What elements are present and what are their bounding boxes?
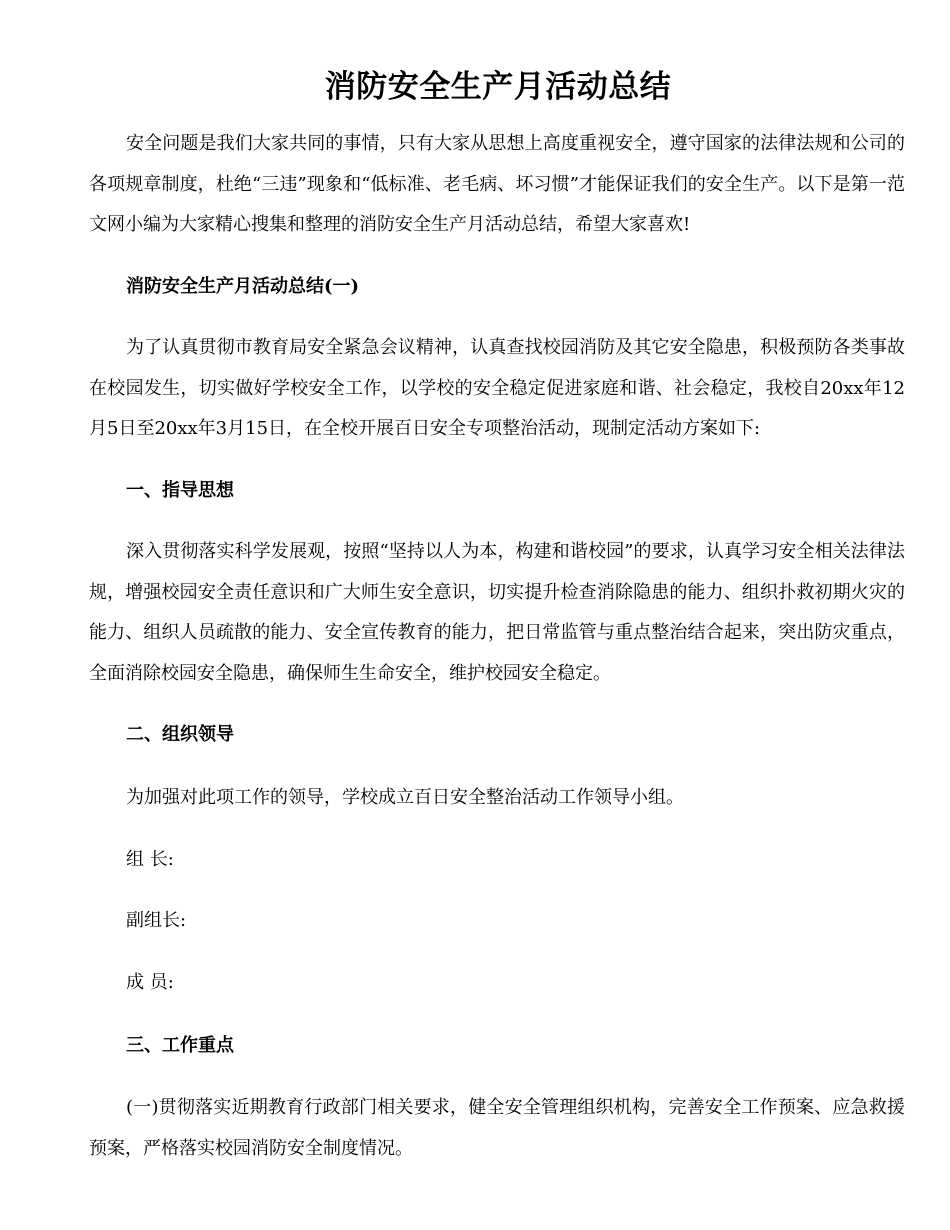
section-title: 消防安全生产月活动总结(一) bbox=[126, 276, 360, 297]
intro-paragraph: 安全问题是我们大家共同的事情，只有大家从思想上高度重视安全，遵守国家的法律法规和公司的各项规章制度，杜绝“三违”现象和“低标准、老毛病、坏习惯”才能保证我们的安全生产。以下是第一范文网小编为大家精心搜集和整理的消防安全生产月活动总结，希望大家喜欢! bbox=[89, 133, 905, 235]
document-title: 消防安全生产月活动总结 bbox=[324, 69, 672, 105]
paragraph-work-focus-1: (一)贯彻落实近期教育行政部门相关要求，健全安全管理组织机构，完善安全工作预案、应急救援预案，严格落实校园消防安全制度情况。 bbox=[89, 1097, 905, 1159]
leader-line: 组 长: bbox=[126, 849, 174, 870]
paragraph-guiding-thought: 深入贯彻落实科学发展观，按照“坚持以人为本，构建和谐校园”的要求，认真学习安全相关法律法规，增强校园安全责任意识和广大师生安全意识，切实提升检查消除隐患的能力、组织扑救初期火灾的能力、组织人员疏散的能力、安全宣传教育的能力，把日常监管与重点整治结合起来，突出防灾重点，全面消除校园安全隐患，确保师生生命安全，维护校园安全稳定。 bbox=[89, 541, 905, 684]
paragraph-organization: 为加强对此项工作的领导，学校成立百日安全整治活动工作领导小组。 bbox=[126, 787, 684, 808]
vice-leader-line: 副组长: bbox=[126, 910, 187, 931]
heading-guiding-thought: 一、指导思想 bbox=[126, 480, 234, 501]
heading-work-focus: 三、工作重点 bbox=[126, 1035, 234, 1056]
paragraph-purpose: 为了认真贯彻市教育局安全紧急会议精神，认真查找校园消防及其它安全隐患，积极预防各类事故在校园发生，切实做好学校安全工作，以学校的安全稳定促进家庭和谐、社会稳定，我校自20xx年12月5日至20xx年3月15日，在全校开展百日安全专项整治活动，现制定活动方案如下: bbox=[89, 337, 905, 439]
members-line: 成 员: bbox=[126, 972, 174, 993]
heading-organization: 二、组织领导 bbox=[126, 724, 234, 745]
